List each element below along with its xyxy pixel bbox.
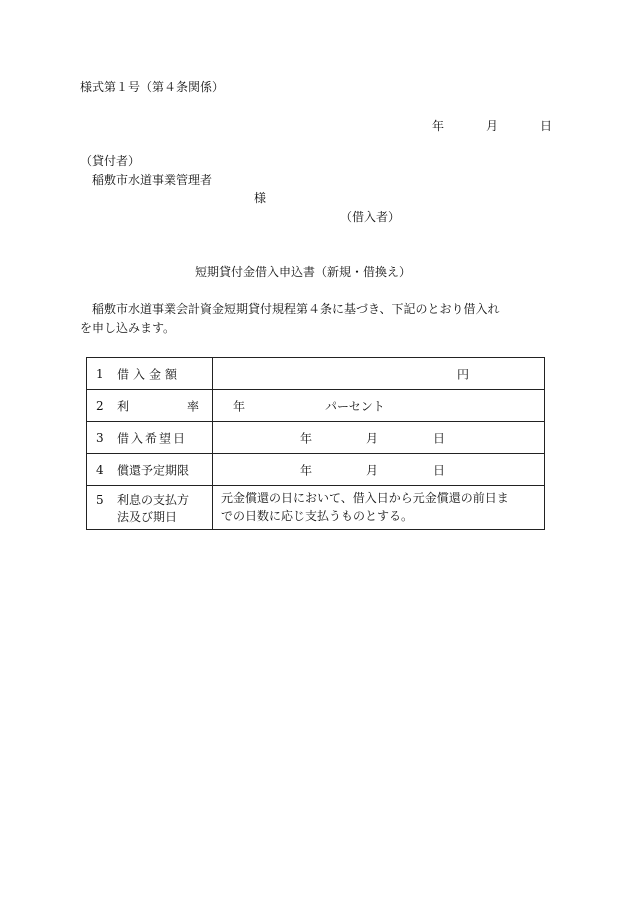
body-line-1: 稲敷市水道事業会計資金短期貸付規程第４条に基づき、下記のとおり借入れ xyxy=(92,302,500,316)
borrower-label: （借入者） xyxy=(340,210,401,224)
body-paragraph xyxy=(80,300,546,338)
table-row xyxy=(87,454,545,486)
lender-heading: （貸付者） xyxy=(80,154,141,168)
row-label-line: 法及び期日 xyxy=(117,510,178,524)
table-row xyxy=(87,390,545,422)
terms-text xyxy=(221,489,541,525)
table-row xyxy=(87,358,545,390)
month-label: 月 xyxy=(366,463,379,477)
year-label: 年 xyxy=(300,431,313,445)
interest-rate-field[interactable] xyxy=(213,390,545,422)
application-table xyxy=(86,357,545,530)
row-label-cell xyxy=(87,358,213,390)
row-label-part: 率 xyxy=(186,399,199,413)
row-label xyxy=(117,397,199,414)
row-label-cell xyxy=(87,486,213,530)
body-line-2: を申し込みます。 xyxy=(80,321,176,335)
lender-name: 稲敷市水道事業管理者 xyxy=(92,173,213,187)
date-day-label: 日 xyxy=(540,119,553,133)
row-number: 2 xyxy=(96,398,104,413)
terms-line: での日数に応じ支払うものとする。 xyxy=(221,509,414,523)
rate-prefix: 年 xyxy=(233,399,246,413)
day-label: 日 xyxy=(433,431,446,445)
row-number: 4 xyxy=(96,462,104,477)
form-number-label: 様式第１号（第４条関係） xyxy=(80,80,225,94)
table-row xyxy=(87,486,545,530)
date-year-label: 年 xyxy=(432,119,445,133)
year-label: 年 xyxy=(300,463,313,477)
desired-date-field[interactable] xyxy=(213,422,545,454)
row-label-cell xyxy=(87,390,213,422)
date-month-label: 月 xyxy=(486,119,499,133)
terms-line: 元金償還の日において、借入日から元金償還の前日ま xyxy=(221,491,509,505)
row-label-line: 利息の支払方 xyxy=(117,493,190,507)
row-label: 借入金額 xyxy=(117,367,182,381)
repayment-deadline-field[interactable] xyxy=(213,454,545,486)
row-label-part: 利 xyxy=(117,399,130,413)
row-number: 5 xyxy=(96,493,104,507)
document-title: 短期貸付金借入申込書（新規・借換え） xyxy=(195,265,412,279)
day-label: 日 xyxy=(433,463,446,477)
unit-label: パーセント xyxy=(325,399,385,413)
row-label-cell xyxy=(87,454,213,486)
loan-amount-field[interactable] xyxy=(213,358,545,390)
unit-label: 円 xyxy=(457,367,470,381)
row-label: 借入希望日 xyxy=(117,431,188,445)
row-label xyxy=(117,492,189,526)
month-label: 月 xyxy=(366,431,379,445)
row-label: 償還予定期限 xyxy=(117,463,190,477)
row-number: 3 xyxy=(96,430,104,445)
row-number: 1 xyxy=(96,366,104,381)
table-row xyxy=(87,422,545,454)
row-label-cell xyxy=(87,422,213,454)
honorific: 様 xyxy=(254,191,267,205)
interest-payment-terms xyxy=(213,486,545,530)
